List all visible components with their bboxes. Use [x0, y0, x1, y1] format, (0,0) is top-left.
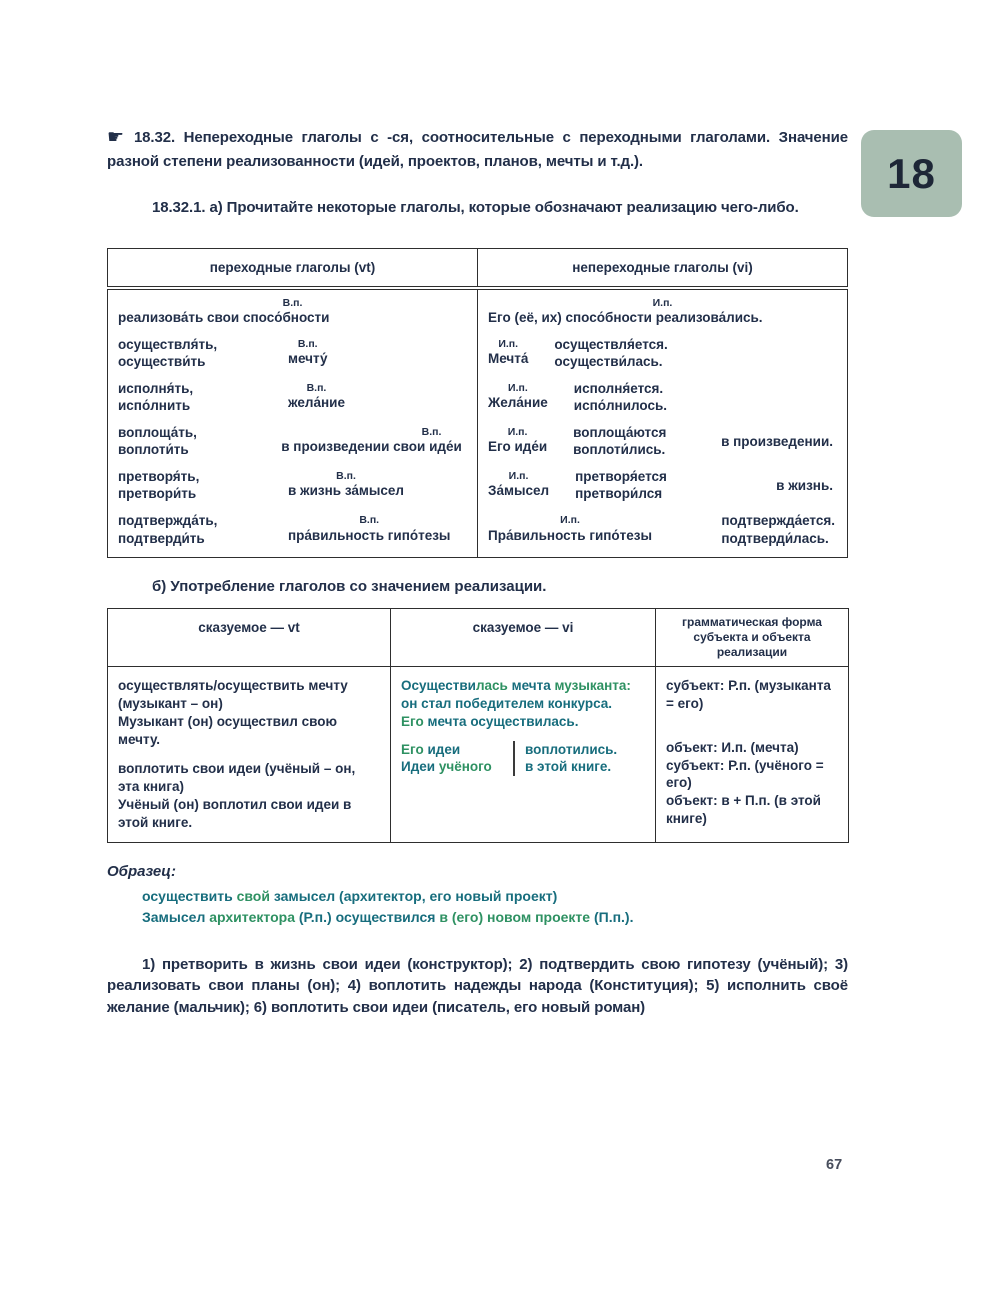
- entry-mechta: [488, 336, 837, 371]
- highlight-fragment: лась: [475, 678, 508, 694]
- verb-form: претворя́ется: [575, 468, 667, 484]
- verb-perfective: осуществи́ть: [118, 354, 206, 370]
- vt-examples-cell: [108, 667, 391, 843]
- example-line: в этой книге.: [525, 759, 612, 775]
- case-label: И.п.: [508, 469, 529, 482]
- case-label: В.п.: [297, 337, 318, 350]
- entry-pravilnost: [488, 512, 837, 547]
- adverbial-phrase: в произведении.: [721, 433, 833, 449]
- subject-noun: Жела́ние: [488, 395, 548, 411]
- text-fragment: Осуществи: [401, 678, 476, 694]
- subject-noun: Его иде́и: [488, 439, 548, 455]
- entry-voploshchat: [118, 424, 467, 459]
- grammar-note: субъект: Р.п. (музыканта = его): [666, 678, 831, 711]
- verb-forms: [573, 424, 666, 459]
- subject-noun: За́мысел: [488, 483, 550, 499]
- verb-imperfective: осуществля́ть,: [118, 336, 218, 352]
- object-block: [288, 339, 327, 368]
- verb-perfective: испо́лнить: [118, 398, 191, 414]
- section-heading-text: 18.32. Непереходные глаголы с -ся, соотносительные с переходными глаголами. Значение разной степени реализованности (идей, проектов, планов, мечты и т.д.).: [107, 129, 848, 170]
- verb-forms: [574, 380, 667, 415]
- verb-form: осуществи́лась.: [554, 354, 663, 370]
- entry-pretvoryat: [118, 468, 467, 503]
- subject-block: [488, 383, 548, 412]
- example-sentence: Учёный (он) воплотил свои идеи в этой книге.: [118, 797, 352, 830]
- case-label: И.п.: [507, 425, 528, 438]
- entry-zamysel: [488, 468, 837, 503]
- entry-realizovat: [118, 298, 467, 327]
- entry-ispolnyat: [118, 380, 467, 415]
- verb-forms: [721, 512, 837, 547]
- case-label: В.п.: [421, 425, 442, 438]
- text-fragment: мечта осуществилась.: [423, 713, 579, 729]
- page-content: [107, 124, 848, 1034]
- case-label: И.п.: [652, 296, 673, 309]
- highlight-fragment: свой: [236, 887, 270, 904]
- verb-perfective: подтверди́ть: [118, 530, 205, 546]
- verb-form: подтверди́лась.: [721, 530, 829, 546]
- verb-phrase: реализова́ть свои спосо́бности: [118, 310, 330, 326]
- grammar-note: субъект: Р.п. (учёного = его): [666, 757, 824, 791]
- verb-imperfective: подтвержда́ть,: [118, 513, 218, 529]
- verb-imperfective: исполня́ть,: [118, 380, 194, 396]
- chapter-number: 18: [887, 149, 936, 197]
- verb-pair: [118, 380, 250, 415]
- sentence: Его (её, их) спосо́бности реализова́лись.: [488, 310, 763, 326]
- subsection-b-heading: б) Употребление глаголов со значением реализации.: [152, 578, 547, 596]
- verb-pair: [118, 336, 250, 371]
- text-fragment: Идеи: [401, 759, 439, 775]
- manicule-icon: ☛: [107, 127, 124, 148]
- object-block: [288, 383, 345, 412]
- object-phrase: мечту́: [288, 351, 328, 367]
- column-header-transitive: переходные глаголы (vt): [108, 248, 478, 288]
- transitive-cell: [108, 288, 478, 558]
- entry-podtverzhdat: [118, 512, 467, 547]
- verb-perfective: претвори́ть: [118, 486, 197, 502]
- task-instruction: 18.32.1. а) Прочитайте некоторые глаголы, которые обозначают реализацию чего-либо.: [152, 199, 799, 217]
- text-fragment: мечта: [507, 678, 555, 694]
- page-number: 67: [826, 1157, 843, 1173]
- object-phrase: пра́вильность гипо́тезы: [288, 527, 451, 543]
- exercise-items: 1) претворить в жизнь свои идеи (конструктор); 2) подтвердить свою гипотезу (учёный); 3) реализовать свои планы (он); 4) воплотить надежды народа (Конституция); 5) исполнить своё желание (мальчик); 6) воплотить свои идеи (писатель, его новый роман): [107, 955, 848, 1017]
- case-label: В.п.: [336, 469, 356, 482]
- object-block: [288, 471, 404, 500]
- verb-form: осуществля́ется.: [554, 336, 668, 352]
- example-phrase: осуществлять/осуществить мечту (музыкант – он): [118, 678, 348, 711]
- sample-line: [142, 907, 848, 928]
- highlight-fragment: архитектора: [209, 908, 295, 925]
- example-sentence: Музыкант (он) осуществил свою мечту.: [118, 713, 337, 747]
- object-phrase: в произведении свои иде́и: [281, 439, 462, 455]
- sample-block: [107, 863, 848, 928]
- verb-form: воплоти́лись.: [573, 442, 666, 458]
- subject-noun: Мечта́: [488, 351, 529, 367]
- example-line: [401, 741, 513, 759]
- highlight-fragment: Его: [401, 741, 424, 757]
- verb-perfective: воплоти́ть: [118, 442, 189, 458]
- usage-table-body-row: [108, 667, 849, 843]
- intransitive-cell: [478, 288, 848, 558]
- grammar-note: объект: И.п. (мечта): [666, 739, 799, 755]
- verb-pair: [118, 424, 250, 459]
- subject-noun: Пра́вильность гипо́тезы: [488, 527, 653, 543]
- example-sentence: [401, 677, 645, 713]
- highlight-fragment: музыканта:: [554, 678, 631, 694]
- text-fragment: осуществить: [142, 887, 237, 904]
- vertical-divider: [513, 741, 515, 777]
- text-fragment: (Р.п.) осуществился: [295, 908, 440, 925]
- verbs-table: [107, 248, 848, 559]
- case-label: И.п.: [498, 337, 519, 350]
- grammar-form-cell: [656, 667, 849, 843]
- adverbial-phrase: в жизнь.: [776, 477, 833, 493]
- highlight-fragment: в (его) новом проекте: [439, 908, 591, 925]
- sample-label: Образец:: [107, 862, 176, 880]
- verb-form: исполня́ется.: [573, 380, 664, 396]
- sample-lines: [142, 886, 848, 928]
- usage-table: [107, 608, 849, 843]
- verb-pair: [118, 512, 250, 547]
- example-sentence: [401, 713, 645, 731]
- sample-line: [142, 886, 848, 907]
- case-label: В.п.: [282, 296, 303, 309]
- subject-block: [488, 515, 652, 544]
- highlight-fragment: Его: [401, 713, 424, 729]
- verb-form: подтвержда́ется.: [721, 513, 835, 529]
- vi-examples-cell: [391, 667, 656, 843]
- object-block: [276, 427, 467, 456]
- subject-block: [488, 471, 549, 500]
- usage-table-header-row: [108, 609, 849, 667]
- text-fragment: замысел (архитектор, его новый проект): [269, 887, 558, 904]
- case-label: В.п.: [359, 514, 380, 527]
- verb-form: испо́лнилось.: [573, 398, 668, 414]
- column-header-grammar-form: грамматическая форма субъекта и объекта реализации: [656, 609, 849, 667]
- subject-block: [488, 427, 547, 456]
- entry-idei: [488, 424, 837, 459]
- section-heading: [107, 124, 848, 172]
- highlight-fragment: учёного: [438, 759, 492, 775]
- verb-imperfective: воплоща́ть,: [118, 424, 197, 440]
- verb-form: воплоща́ются: [573, 424, 667, 440]
- predicates-column: [525, 741, 645, 777]
- object-block: [288, 515, 450, 544]
- subjects-column: [401, 741, 513, 777]
- paired-example-block: [401, 741, 645, 777]
- grammar-note: объект: в + П.п. (в этой книге): [666, 793, 821, 826]
- entry-osushchestvlyat: [118, 336, 467, 371]
- example-line: воплотились.: [525, 741, 618, 757]
- verb-form: претвори́лся: [575, 486, 663, 502]
- chapter-tab: [861, 130, 962, 217]
- example-line: [401, 758, 513, 776]
- subject-block: [488, 339, 528, 368]
- case-label: И.п.: [508, 381, 528, 394]
- case-label: И.п.: [560, 514, 580, 527]
- case-label: В.п.: [306, 381, 327, 394]
- verbs-table-body-row: [108, 288, 848, 558]
- text-fragment: идеи: [423, 741, 461, 757]
- verb-forms: [575, 468, 667, 503]
- verb-pair: [118, 468, 250, 503]
- object-phrase: в жизнь за́мысел: [288, 483, 404, 499]
- object-phrase: жела́ние: [288, 395, 345, 411]
- verbs-table-header-row: [108, 248, 848, 288]
- column-header-predicate-vi: сказуемое — vi: [391, 609, 656, 667]
- verb-forms: [554, 336, 667, 371]
- column-header-predicate-vt: сказуемое — vt: [108, 609, 391, 667]
- example-phrase: воплотить свои идеи (учёный – он, эта книга): [118, 761, 356, 795]
- entry-realizovalis: [488, 298, 837, 327]
- column-header-intransitive: непереходные глаголы (vi): [478, 248, 848, 288]
- text-fragment: (П.п.).: [590, 908, 634, 925]
- text-fragment: он стал победителем конкурса.: [401, 695, 613, 711]
- verb-imperfective: претворя́ть,: [118, 468, 200, 484]
- entry-zhelanie: [488, 380, 837, 415]
- text-fragment: Замысел: [142, 908, 210, 925]
